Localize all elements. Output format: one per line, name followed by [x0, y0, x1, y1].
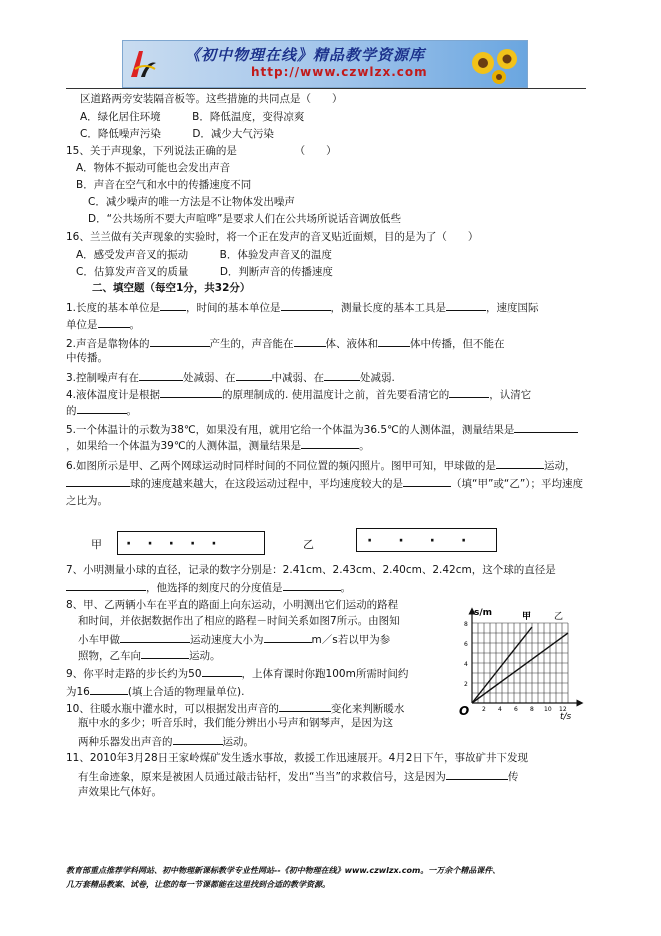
q5-text-b: ，如果给一个体温为39℃的人测体温，测量结果是 — [66, 440, 302, 452]
series-label-jia: 甲 — [522, 612, 532, 622]
blank — [446, 768, 508, 780]
x-tick: 4 — [498, 706, 502, 713]
q9-text-d: (填上合适的物理量单位). — [127, 686, 245, 698]
q9-text-a: 9、你平时走路的步长约为50 — [66, 668, 202, 680]
q6-text-f: 。 — [97, 495, 108, 507]
q11-line2 — [78, 768, 518, 784]
q10-text-e: 运动。 — [222, 736, 254, 748]
q1-text-c: ，测量长度的基本工具是 — [330, 302, 447, 314]
q3-text-a: 3.控制噪声有在 — [66, 372, 140, 384]
blank — [283, 579, 341, 591]
blank — [160, 299, 186, 311]
q3-line — [66, 369, 395, 385]
q11-text-c: 传 — [507, 771, 519, 783]
q8-text-c: 小车甲做 — [78, 634, 120, 646]
q15-option-c: C．减少噪声的唯一方法是不让物体发出噪声 — [88, 196, 295, 208]
blank — [141, 647, 189, 659]
q4-text-c: ，认清它 — [489, 389, 532, 401]
strobe-dots-yi: ···· — [367, 533, 493, 549]
q10-line2: 瓶中水的多少；听音乐时，我们能分辨出小号声和钢琴声，是因为这 — [78, 717, 393, 729]
x-axis-label: t/s — [560, 712, 572, 722]
blank — [120, 631, 190, 643]
q2-text-a: 2.声音是靠物体的 — [66, 338, 150, 350]
blank — [202, 665, 242, 677]
blank — [403, 475, 451, 487]
blank — [66, 579, 146, 591]
q7-text-c: 。 — [340, 582, 351, 594]
blank — [378, 335, 410, 347]
q2-line1 — [66, 335, 505, 351]
blank — [514, 421, 578, 433]
q4-text-e: 。 — [126, 405, 137, 417]
q6-text-e: “乙”）；平均速度之比为 — [66, 478, 584, 507]
blank — [98, 316, 130, 328]
blank — [496, 457, 544, 469]
graph-grid — [472, 623, 568, 703]
q14-option-cd: C．降低噪声污染 D．减少大气污染 — [80, 128, 274, 140]
logo-icon — [129, 47, 157, 79]
blank — [446, 299, 486, 311]
q16-option-ab: A．感受发声音叉的振动 B．体验发声音叉的温度 — [76, 249, 332, 261]
blank — [281, 299, 331, 311]
blank — [150, 335, 210, 347]
x-tick: 8 — [530, 706, 534, 713]
strobe-photo-yi — [356, 528, 497, 552]
q7-text-a: 7、小明测量小球的直径，记录的数字分别是：2.41cm、2.43cm、2.40cm、2.42cm，这个球的直径是 — [66, 564, 556, 576]
q6-text-d: （填“甲”或 — [451, 478, 504, 490]
figure-label-jia: 甲 — [91, 538, 102, 551]
figure-label-yi: 乙 — [303, 538, 314, 551]
q10-line1 — [66, 700, 404, 716]
q5-text-a: 5.一个体温计的示数为38℃，如果没有甩，就用它给一个体温为36.5℃的人测体温，测量结果是 — [66, 424, 515, 436]
sunflower-icon — [463, 43, 523, 85]
q1-text-e: 单位是 — [66, 319, 98, 331]
q8-line4 — [78, 647, 221, 663]
q10-text-a: 10、往暖水瓶中灌水时，可以根据发出声音的 — [66, 703, 279, 715]
q2-text-c: 体、液体和 — [325, 338, 379, 350]
q10-text-d: 两种乐器发出声音的 — [78, 736, 173, 748]
q15-option-a: A．物体不振动可能也会发出声音 — [76, 162, 231, 174]
q15-option-b: B．声音在空气和水中的传播速度不同 — [76, 179, 252, 191]
q15-option-d: D．“公共场所不要大声喧哗”是要求人们在公共场所说话音调放低些 — [88, 213, 401, 225]
q2-text-d: 体中传播，但不能在 — [410, 338, 505, 350]
q4-text-b: 的原理制成的. 使用温度计之前，首先要看清它的 — [222, 389, 450, 401]
q11-line3: 声效果比气体好。 — [78, 786, 162, 798]
blank — [90, 683, 128, 695]
series-label-yi: 乙 — [554, 612, 564, 622]
q5-text — [66, 421, 586, 453]
q7-text — [66, 562, 586, 597]
footer-line1: 教育部重点推荐学科网站、初中物理新课标教学专业性网站--《初中物理在线》www.czwlzx.com。一万余个精品课件、 — [66, 866, 501, 875]
q8-text-f: 照物，乙车向 — [78, 650, 141, 662]
q8-text-d: 运动速度大小为 — [190, 634, 264, 646]
q4-text-a: 4.液体温度计是根据 — [66, 389, 161, 401]
q8-text-g: 运动。 — [189, 650, 221, 662]
q1-text-b: ，时间的基本单位是 — [186, 302, 281, 314]
q8-line1: 8、甲、乙两辆小车在平直的路面上向东运动，小明测出它们运动的路程 — [66, 599, 399, 611]
q9-line2 — [66, 683, 244, 699]
q7-text-b: ，他选择的刻度尺的分度值是 — [146, 582, 283, 594]
x-tick: 10 — [544, 706, 552, 713]
q1-text-a: 1.长度的基本单位是 — [66, 302, 161, 314]
y-tick: 4 — [464, 661, 468, 668]
footer-line2: 几万套精品教案、试卷，让您的每一节课都能在这里找到合适的教学资源。 — [66, 880, 330, 889]
q16-stem: 16、兰兰做有关声现象的实验时，将一个正在发声的音叉贴近面颊，目的是为了（ ） — [66, 231, 479, 243]
q6-text-a: 6.如图所示是甲、乙两个网球运动时同样时间的不同位置的频闪照片。图甲可知，甲球做的是 — [66, 460, 497, 472]
strobe-dots-jia: ····· — [126, 536, 233, 552]
blank — [264, 631, 312, 643]
x-tick: 6 — [514, 706, 518, 713]
blank — [279, 700, 331, 712]
blank — [301, 437, 359, 449]
y-tick: 2 — [464, 681, 468, 688]
y-tick: 8 — [464, 621, 468, 628]
q11-text-b: 有生命迹象，原来是被困人员通过敲击钻杆，发出“当当”的求救信号，这是因为 — [78, 771, 446, 783]
q4-text-d: 的 — [66, 405, 77, 417]
q3-text-c: 中减弱、在 — [271, 372, 325, 384]
distance-time-graph — [456, 605, 586, 723]
q3-text-b: 处减弱、在 — [183, 372, 236, 384]
q8-line3 — [78, 631, 390, 647]
q1-text-f: 。 — [129, 319, 140, 331]
strobe-photo-jia — [117, 531, 265, 555]
blank — [294, 335, 326, 347]
y-axis-label: s/m — [474, 608, 493, 618]
blank — [449, 386, 489, 398]
q10-text-b: 变化来判断暖水 — [330, 703, 405, 715]
blank — [236, 369, 272, 381]
q6-text — [66, 457, 586, 510]
q8-line2: 和时间，并依据数据作出了相应的路程－时间关系如图7所示。由图知 — [78, 615, 400, 627]
q9-text-c: 为16 — [66, 686, 90, 698]
q2-line2: 中传播。 — [66, 352, 108, 364]
q4-line1 — [66, 386, 531, 402]
q10-line3 — [78, 733, 254, 749]
blank — [324, 369, 360, 381]
q9-line1 — [66, 665, 408, 681]
banner-url: http://www.czwlzx.com — [251, 65, 428, 79]
blank — [139, 369, 183, 381]
q14-option-ab: A．绿化居住环境 B．降低温度，变得凉爽 — [80, 111, 305, 123]
q6-text-c: 球的速度越来越大，在这段运动过程中，平均速度较大的是 — [130, 478, 403, 490]
y-tick: 6 — [464, 641, 468, 648]
header-banner — [122, 40, 528, 88]
x-tick: 2 — [482, 706, 486, 713]
q1-line1 — [66, 299, 539, 315]
blank — [160, 386, 222, 398]
q11-line1: 11、2010年3月28日王家岭煤矿发生透水事故，救援工作迅速展开。4月2日下午，事故矿井下发现 — [66, 752, 528, 764]
q8-text-e: m／s若以甲为参 — [311, 634, 391, 646]
blank — [77, 402, 127, 414]
q9-text-b: ，上体育课时你跑100m所需时间约 — [241, 668, 409, 680]
origin-label: O — [459, 704, 470, 718]
blank — [173, 733, 223, 745]
section-heading: 二、填空题（每空1分，共32分） — [92, 282, 251, 294]
q15-stem: 15、关于声现象，下列说法正确的是 （ ） — [66, 145, 337, 157]
header-rule — [66, 88, 586, 89]
q14-tail: 区道路两旁安装隔音板等。这些措施的共同点是（ ） — [80, 93, 343, 105]
x-tick: 12 — [559, 706, 567, 713]
blank — [66, 475, 130, 487]
q1-text-d: ，速度国际 — [486, 302, 539, 314]
q3-text-d: 处减弱. — [360, 372, 395, 384]
banner-title: 《初中物理在线》精品教学资源库 — [185, 46, 426, 64]
q2-text-b: 产生的，声音能在 — [209, 338, 294, 350]
q16-option-cd: C．估算发声音叉的质量 D．判断声音的传播速度 — [76, 266, 333, 278]
q1-line2 — [66, 316, 140, 332]
q5-text-c: 。 — [359, 440, 370, 452]
q4-line2 — [66, 402, 137, 418]
q6-text-b: 运动， — [544, 460, 576, 472]
